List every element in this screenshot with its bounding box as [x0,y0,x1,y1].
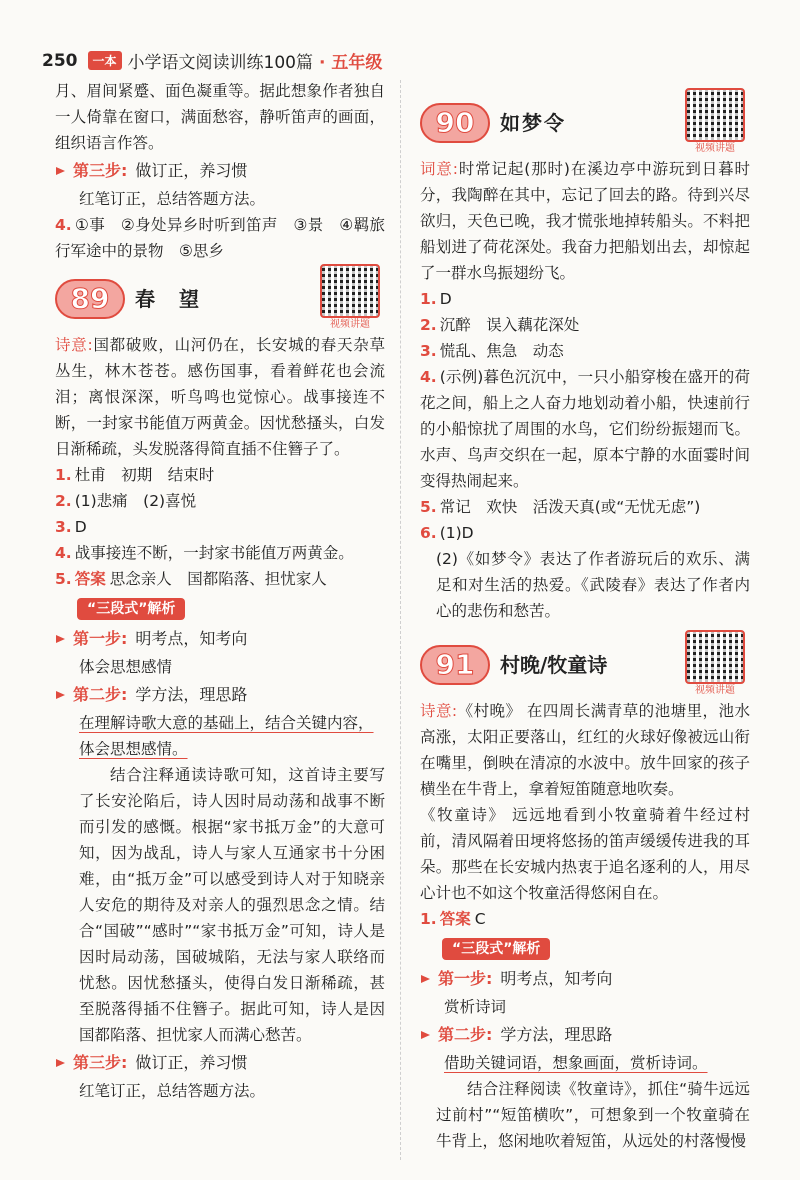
question-number: 2. [55,492,72,510]
book-title: 小学语文阅读训练100篇 [127,53,313,73]
qr-code-icon [685,88,745,142]
analysis-tag: “三段式”解析 [442,938,550,960]
question-number: 4. [55,544,72,562]
meaning-label: 诗意: [55,336,93,354]
answer-text: (示例)暮色沉沉中，一只小船穿梭在盛开的荷花之间，船上之人奋力地划动着小船，快速前行的小船惊扰了周围的水鸟，它们纷纷振翅而飞。水声、鸟声交织在一起，原本宁静的水面霎时间变得热闹起来。 [420,368,750,490]
answer-6 [420,520,750,546]
step-text: 红笔订正，总结答题方法。 [79,1082,266,1100]
question-number: 4. [55,216,72,234]
answer-tag: 答案 [439,910,471,928]
analysis-body: 结合注释阅读《牧童诗》，抓住“骑牛远远过前村”“短笛横吹”，可想象到一个牧童骑在牛背上，悠闲地吹着短笛，从远处的村落慢慢 [436,1080,750,1150]
poem-title: 《村晚》 [457,702,522,720]
answer-text: ①事 ②身处异乡时听到笛声 ③景 ④羁旅行军途中的景物 ⑤思乡 [55,216,385,260]
answer-tag: 答案 [74,570,106,588]
question-number: 3. [55,518,72,536]
meaning-label: 词意: [420,160,458,178]
answer-6-part2: (2)《如梦令》表达了作者游玩后的欢乐、满足和对生活的热爱。《武陵春》表达了作者内心的悲伤和愁苦。 [436,550,750,620]
step-title: 做订正，养习惯 [135,161,248,180]
section-89-header [55,270,385,328]
section-number-badge: 91 [420,645,490,685]
qr-caption: 视频讲题 [695,685,735,696]
answer-text: C [474,910,486,928]
video-qr[interactable] [319,264,381,331]
arrow-icon [55,633,67,645]
step-label: 第二步: [73,685,128,704]
question-number: 1. [420,910,437,928]
step-text: 赏析诗词 [444,998,507,1016]
answer-text: 常记 欢快 活泼天真(或“无忧无虑”) [439,498,701,516]
answer-text: 思念亲人 国都陷落、担忧家人 [109,570,327,588]
step-label: 第三步: [73,1053,128,1072]
section-91-header [420,636,750,694]
answer-2 [55,488,385,514]
left-column [55,78,385,1104]
question-number: 5. [420,498,437,516]
question-number: 1. [420,290,437,308]
method-text: 在理解诗歌大意的基础上，结合关键内容，体会思想感情。 [79,714,374,758]
analysis-tag: “三段式”解析 [77,598,185,620]
page-header [42,48,382,73]
meaning-text: 远远地看到小牧童骑着牛经过村前，清风隔着田埂将悠扬的笛声缓缓传进我的耳朵。那些在长安城内热衷于追名逐利的人，用尽心计也不如这个牧童活得悠闲自在。 [420,806,750,902]
answer-text: 沉醉 误入藕花深处 [439,316,580,334]
section-90-header [420,94,750,152]
answer-text: D [74,518,87,536]
step-label: 第二步: [438,1025,493,1044]
answer-2 [420,312,750,338]
answer-text: 杜甫 初期 结束时 [74,466,215,484]
answer-text: (1)悲痛 (2)喜悦 [74,492,197,510]
answer-3 [55,514,385,540]
step3-row [55,158,385,184]
page-number: 250 [42,50,78,71]
section-number-badge: 89 [55,279,125,319]
question-number: 3. [420,342,437,360]
method-text: 借助关键词语，想象画面，赏析诗词。 [444,1054,708,1072]
step-label: 第三步: [73,161,128,180]
step-label: 第一步: [73,629,128,648]
step2-row [55,682,385,708]
poem-title: 《牧童诗》 [420,806,506,824]
brand-logo: 一本 [88,51,122,70]
arrow-icon [55,165,67,177]
answer-text: 慌乱、焦急 动态 [439,342,564,360]
grade-label: · 五年级 [318,53,383,73]
continued-text: 月、眉间紧蹙、面色凝重等。据此想象作者独自一人倚靠在窗口，满面愁容，静听笛声的画面，组织语言作答。 [55,82,385,152]
section-title: 春 望 [135,287,201,311]
question-number: 5. [55,570,72,588]
answer-1 [420,286,750,312]
step-title: 明考点，知考向 [500,969,613,988]
step-title: 做订正，养习惯 [135,1053,248,1072]
meaning-text: 时常记起(那时)在溪边亭中游玩到日暮时分，我陶醉在其中，忘记了回去的路。待到兴尽欲归，天色已晚，我才慌张地掉转船头。不料把船划进了荷花深处。我奋力把船划出去，却惊起了一群水鸟振翅纷飞。 [420,160,750,282]
step3-row [55,1050,385,1076]
answer-4 [55,540,385,566]
question-number: 1. [55,466,72,484]
answer-3 [420,338,750,364]
section-title: 如梦令 [500,111,566,135]
answer-5 [420,494,750,520]
step1-row [55,626,385,652]
qr-code-icon [320,264,380,318]
meaning-text: 在四周长满青草的池塘里，池水高涨，太阳正要落山，红红的火球好像被远山衔在嘴里，倒映在清凉的水波中。放牛回家的孩子横坐在牛背上，拿着短笛随意地吹奏。 [420,702,750,798]
step-text: 体会思想感情 [79,658,173,676]
column-divider [400,80,401,1160]
question-number: 2. [420,316,437,334]
step-text: 红笔订正，总结答题方法。 [79,190,266,208]
answer-1 [420,906,750,932]
analysis-body: 结合注释通读诗歌可知，这首诗主要写了长安沦陷后，诗人因时局动荡和战事不断而引发的感慨。根据“家书抵万金”的大意可知，因为战乱，诗人与家人互通家书十分困难，由“抵万金”可以感受到诗人对于知晓亲人安危的期待及对亲人的强烈思念之情。结合“国破”“感时”“家书抵万金”可知，诗人是因时局动荡，国破城陷，无法与家人联络而忧愁。因忧愁搔头，使得白发日渐稀疏，甚至脱落得插不住簪子。据此可知，诗人是因国都陷落、担忧家人而满心愁苦。 [79,766,385,1044]
answer-text: 战事接连不断，一封家书能值万两黄金。 [74,544,354,562]
poem-meaning [55,332,385,462]
step-label: 第一步: [438,969,493,988]
answer-text: (1)D [439,524,474,542]
step-title: 学方法，理思路 [135,685,248,704]
qr-code-icon [685,630,745,684]
poem-meaning-1 [420,698,750,802]
answer-4 [420,364,750,494]
question-number: 4. [420,368,437,386]
step-title: 明考点，知考向 [135,629,248,648]
question-number: 6. [420,524,437,542]
section-title: 村晚/牧童诗 [500,653,608,677]
step-method [55,710,385,762]
section-number-badge: 90 [420,103,490,143]
step1-row [420,966,750,992]
arrow-icon [420,973,432,985]
step2-row [420,1022,750,1048]
video-qr[interactable] [684,88,746,155]
answer-4 [55,212,385,264]
arrow-icon [420,1029,432,1041]
answer-text: D [439,290,452,308]
qr-caption: 视频讲题 [695,143,735,154]
step-method [420,1050,750,1076]
answer-5 [55,566,385,592]
step-title: 学方法，理思路 [500,1025,613,1044]
arrow-icon [55,1057,67,1069]
meaning-text: 国都破败，山河仍在，长安城的春天杂草丛生，林木苍苍。感伤国事，看着鲜花也会流泪；离恨深深，听鸟鸣也觉惊心。战事接连不断，一封家书能值万两黄金。因忧愁搔头，白发日渐稀疏，头发脱落得简直插不住簪子了。 [55,336,385,458]
poem-meaning-2 [420,802,750,906]
right-column [420,88,750,1154]
qr-caption: 视频讲题 [330,319,370,330]
arrow-icon [55,689,67,701]
meaning-label: 诗意: [420,702,458,720]
video-qr[interactable] [684,630,746,697]
ci-meaning [420,156,750,286]
answer-1 [55,462,385,488]
